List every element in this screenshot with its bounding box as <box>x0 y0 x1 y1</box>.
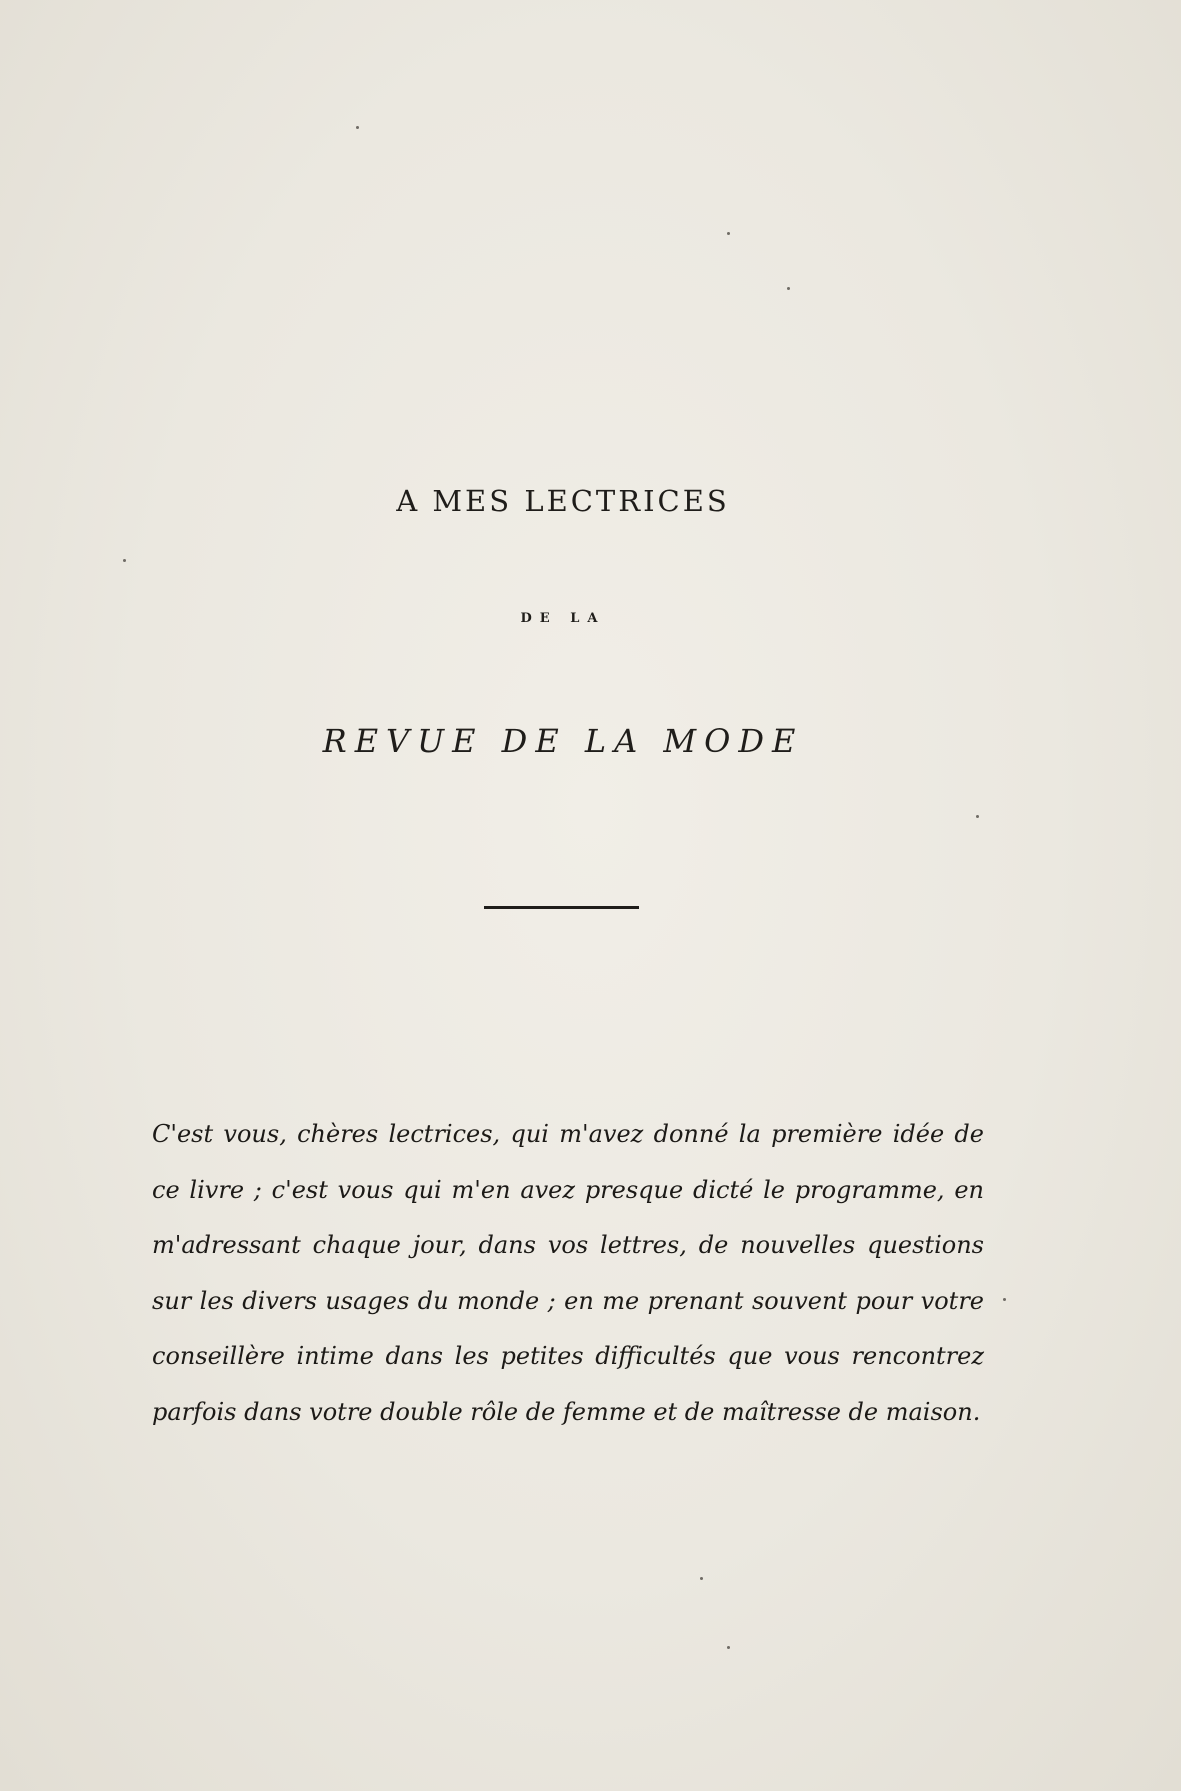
divider-rule <box>484 906 639 909</box>
paper-speck <box>356 126 359 129</box>
paper-speck <box>700 1577 703 1580</box>
dedication-subtitle: DE LA <box>520 611 606 626</box>
paper-speck <box>727 232 730 235</box>
paper-speck <box>787 287 790 290</box>
dedication-title: A MES LECTRICES <box>396 484 730 518</box>
paper-speck <box>123 559 126 562</box>
journal-name: REVUE DE LA MODE <box>322 722 804 760</box>
dedication-paragraph: C'est vous, chères lectrices, qui m'avez donné la première idée de ce livre ; c'est vous qui m'en avez presque dicté le programme, en m'adressant chaque jour, dans vos lettres, de nouvelles questions sur les divers usages du monde ; en me prenant souvent pour votre conseillère intime dans les petites difficultés que vous rencontrez parfois dans votre double rôle de femme et de maîtresse de maison. <box>152 1120 984 1426</box>
paper-speck <box>976 815 979 818</box>
paper-speck <box>1003 1298 1006 1301</box>
paper-speck <box>727 1646 730 1649</box>
